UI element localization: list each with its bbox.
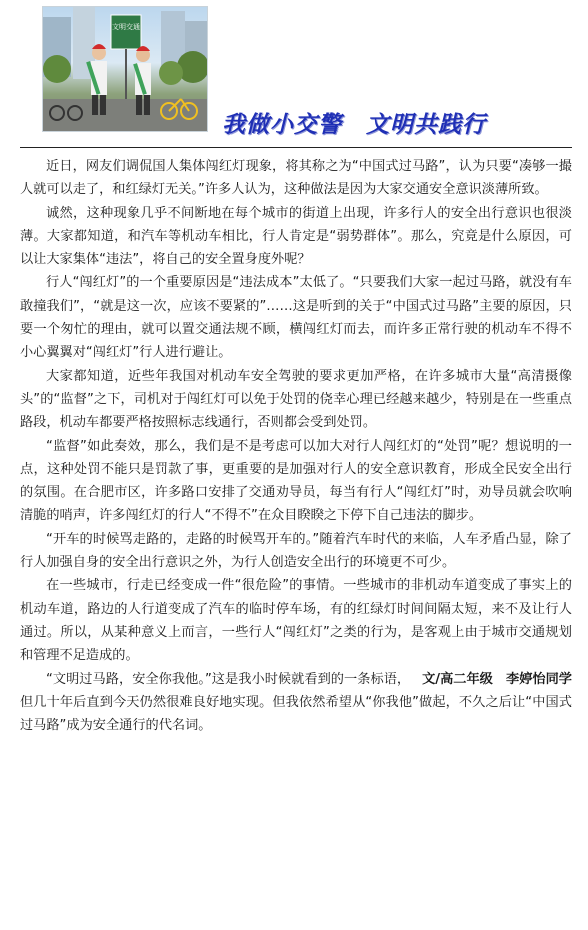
- article-body: [20, 155, 572, 737]
- paragraph-1: 近日，网友们调侃国人集体闯红灯现象，将其称之为“中国式过马路”，认为只要“凑够一撮人就可以走了，和红绿灯无关。”许多人认为，这种做法是因为大家交通安全意识淡薄所致。: [20, 159, 572, 198]
- volunteers-photo: [42, 6, 208, 132]
- paragraph-3: 行人“闯红灯”的一个重要原因是“违法成本”太低了。“只要我们大家一起过马路，就没有车敢撞我们”，“就是这一次，应该不要紧的”……这是听到的关于“中国式过马路”主要的原因，只要一个匆忙的理由，就可以置交通法规不顾，横闯红灯而去，而许多正常行驶的机动车不得不小心翼翼对“闯红灯”行人进行避让。: [20, 275, 572, 361]
- paragraph-4: 大家都知道，近些年我国对机动车安全驾驶的要求更加严格，在许多城市大量“高清摄像头”的“监督”之下，司机对于闯红灯可以免于处罚的侥幸心理已经越来越少，特别是在一些重点路段，机动车都要严格按照标志线通行，否则都会受到处罚。: [20, 368, 572, 431]
- paragraph-7: 在一些城市，行走已经变成一件“很危险”的事情。一些城市的非机动车道变成了事实上的机动车道，路边的人行道变成了汽车的临时停车场，有的红绿灯时间间隔太短，来不及让行人通过。所以，从某种意义上而言，一些行人“闯红灯”之类的行为，是客观上由于城市交通规划和管理不足造成的。: [20, 578, 572, 664]
- article-header: [0, 0, 588, 150]
- paragraph-8: [20, 668, 572, 738]
- photo-illustration: [43, 7, 207, 131]
- paragraph-6: “开车的时候骂走路的，走路的时候骂开车的。”随着汽车时代的来临，人车矛盾凸显，除了行人加强自身的安全出行意识之外，为行人创造安全出行的环境更不可少。: [20, 531, 572, 571]
- paragraph-8-text: “文明过马路，安全你我他。”这是我小时候就看到的一条标语，但几十年后直到今天仍然很难良好地实现。但我依然希望从“你我他”做起，不久之后让“中国式过马路”成为安全通行的代名词。: [20, 671, 572, 734]
- paragraph-2: 诚然，这种现象几乎不间断地在每个城市的街道上出现，许多行人的安全出行意识也很淡薄。大家都知道，和汽车等机动车相比，行人肯定是“弱势群体”。那么，究竟是什么原因，可以让大家集体“违法”，将自己的安全置身度外呢？: [20, 205, 572, 268]
- paragraph-5: “监督”如此奏效，那么，我们是不是考虑可以加大对行人闯红灯的“处罚”呢？想说明的一点，这种处罚不能只是罚款了事，更重要的是加强对行人的安全意识教育，形成全民安全出行的氛围。在合肥市区，许多路口安排了交通劝导员，每当有行人“闯红灯”时，劝导员就会吹响清脆的哨声，许多闯红灯的行人“不得不”在众目睽睽之下停下自己违法的脚步。: [20, 438, 572, 524]
- sign-text: 文明交通: [112, 23, 140, 31]
- header-divider: [20, 147, 572, 148]
- header-title: 我做小交警 文明共践行: [222, 112, 486, 138]
- author-byline: 文/高二年级 李婷怡同学: [422, 671, 572, 687]
